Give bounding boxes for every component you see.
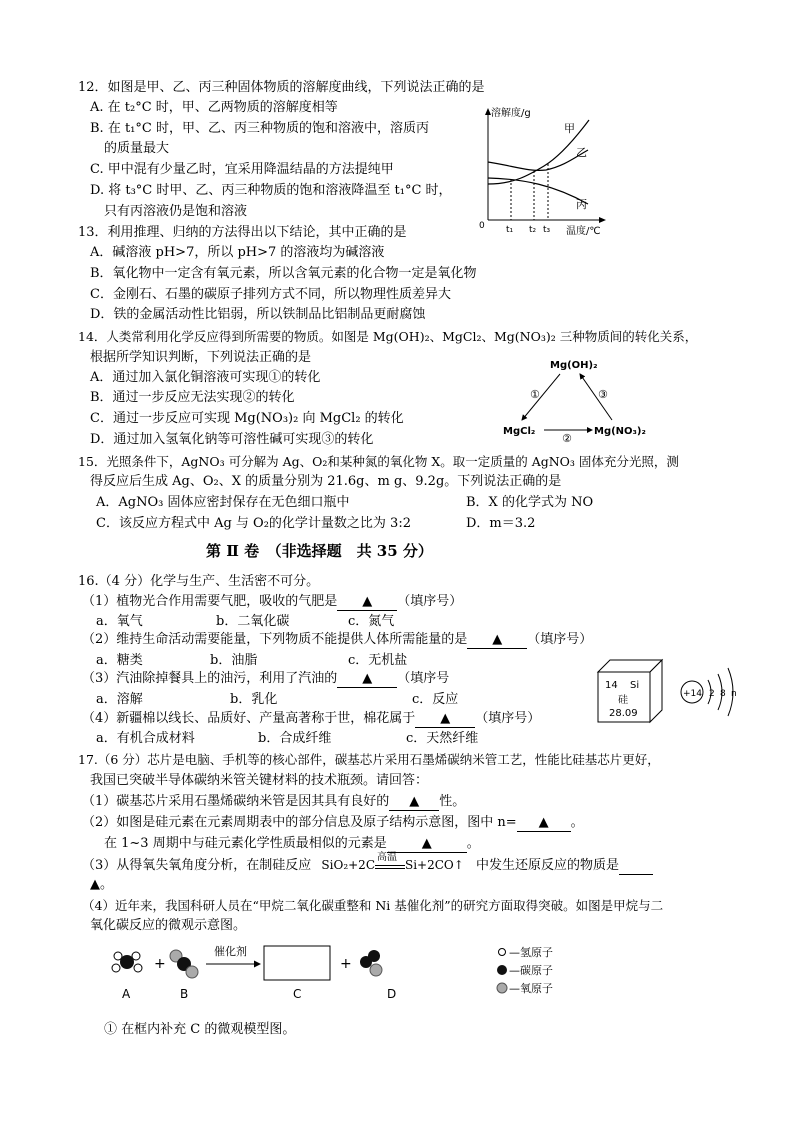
q17-part2b: [104, 836, 480, 853]
series-yi-curve: [488, 150, 588, 170]
q17-part3-tail: 中发生还原反应的物质是: [475, 858, 619, 873]
q13-option-d: D．铁的金属活动性比铝弱，所以铁制品比铝制品更耐腐蚀: [90, 307, 426, 322]
q15-option-c: C．该反应方程式中 Ag 与 O₂的化学计量数之比为 3:2: [96, 516, 411, 531]
molecule-d-hydrogen: [360, 950, 382, 976]
equation-condition: [375, 852, 405, 869]
q16-part2-opt-a: a．糖类: [96, 653, 143, 668]
series-bing-label: 丙: [576, 198, 587, 211]
q12-option-d: D. 将 t₃°C 时甲、乙、丙三种物质的饱和溶液降温至 t₁°C 时，: [90, 183, 452, 198]
q17-part3-blank[interactable]: ▲: [90, 877, 100, 892]
si-symbol: Si: [630, 680, 640, 691]
q17-part3-text: （3）从得氧失氧角度分析，在制硅反应: [82, 858, 312, 873]
q17-part2b-text: 在 1~3 周期中与硅元素化学性质最相似的元素是: [104, 836, 387, 851]
tick-t3: t₃: [543, 225, 551, 235]
legend-hydrogen: —氢原子: [509, 946, 553, 959]
silicon-equation: [321, 852, 464, 873]
q16-part3-tail: （填序号: [397, 671, 450, 686]
q17-part1-text: （1）碳基芯片采用石墨烯碳纳米管是因其具有良好的: [82, 794, 390, 809]
q16-part1-tail: （填序号）: [397, 594, 463, 609]
label-a: A: [122, 987, 131, 1001]
q17-part3-end: 。: [100, 877, 114, 892]
q17-part4: （4）近年来，我国科研人员在“甲烷二氧化碳重整和 Ni 基催化剂”的研究方面取得突破。如图是甲烷与二: [82, 898, 664, 913]
q16-part3-opt-b: b．乳化: [230, 692, 278, 707]
q16-part4-tail: （填序号）: [475, 711, 541, 726]
q17-part3: [82, 852, 653, 875]
q16-part1-blank[interactable]: ▲: [337, 594, 397, 611]
q17-part2-text: （2）如图是硅元素在元素周期表中的部分信息及原子结构示意图，图中 n=: [82, 815, 517, 830]
molecule-a-methane: [112, 952, 142, 972]
q17-part3-blank-line[interactable]: [619, 858, 653, 875]
tick-t2: t₂: [529, 225, 537, 235]
q16-stem: 16.（4 分）化学与生产、生活密不可分。: [78, 574, 320, 589]
label-b: B: [180, 987, 189, 1001]
q16-part4-opt-c: c．天然纤维: [406, 731, 479, 746]
solubility-chart: [474, 100, 614, 238]
node-mgcl2: MgCl₂: [503, 426, 536, 437]
q12-option-b: B. 在 t₁°C 时，甲、乙、丙三种物质的饱和溶液中，溶质丙: [90, 121, 429, 136]
q12-option-b-cont: 的质量最大: [104, 141, 170, 156]
q13-option-b: B．氧化物中一定含有氧元素，所以含氧元素的化合物一定是氧化物: [90, 266, 477, 281]
q16-part2-text: （2）维持生命活动需要能量，下列物质不能提供人体所需能量的是: [82, 632, 468, 647]
silicon-element-card: [596, 658, 666, 724]
catalyst-label: 催化剂: [214, 945, 247, 958]
arrow-3-label: ③: [598, 388, 608, 401]
q17-part2b-blank[interactable]: ▲: [387, 836, 467, 853]
series-jia-label: 甲: [564, 122, 575, 135]
label-d: D: [387, 987, 397, 1001]
equation-right: Si+2CO↑: [405, 858, 464, 872]
q17-part2-blank[interactable]: ▲: [517, 815, 571, 832]
q14-option-c: C．通过一步反应可实现 Mg(NO₃)₂ 向 MgCl₂ 的转化: [90, 411, 404, 426]
q16-part4-opt-b: b．合成纤维: [258, 731, 332, 746]
q12-option-a: A. 在 t₂°C 时，甲、乙两物质的溶解度相等: [90, 100, 338, 115]
legend-oxygen: —氧原子: [509, 982, 553, 995]
si-atomic-number: 14: [605, 680, 618, 691]
q14-stem: 14．人类常利用化学反应得到所需要的物质。如图是 Mg(OH)₂、MgCl₂、Mg(NO₃)₂ 三种物质间的转化关系，: [78, 329, 698, 344]
q16-part3-opt-c: c．反应: [412, 692, 459, 707]
arrow-2-label: ②: [562, 432, 572, 444]
shell-3-count: n: [731, 689, 737, 699]
q17-part1-blank[interactable]: ▲: [389, 794, 439, 811]
q15-option-a: A．AgNO₃ 固体应密封保存在无色细口瓶中: [96, 495, 350, 510]
equation-left: SiO₂+2C: [321, 858, 375, 872]
q16-part4-blank[interactable]: ▲: [415, 711, 475, 728]
q16-part1-text: （1）植物光合作用需要气肥，吸收的气肥是: [82, 594, 338, 609]
q17-part4-cont: 氧化碳反应的微观示意图。: [90, 918, 247, 933]
q13-stem: 13．利用推理、归纳的方法得出以下结论，其中正确的是: [78, 225, 407, 240]
q12-option-c: C. 甲中混有少量乙时，宜采用降温结晶的方法提纯甲: [90, 162, 394, 177]
q16-part2: [82, 632, 592, 649]
q16-part1-opt-b: b．二氧化碳: [216, 614, 290, 629]
node-mgoh2: Mg(OH)₂: [550, 360, 598, 371]
product-c-box: [264, 946, 330, 980]
q17-part1: [82, 794, 465, 811]
q17-part1-tail: 性。: [439, 794, 466, 809]
shell-2-count: 8: [720, 689, 726, 699]
q16-part4-opt-a: a．有机合成材料: [96, 731, 195, 746]
mg-conversion-diagram: [500, 356, 650, 444]
shell-1-count: 2: [709, 689, 715, 699]
q17-part2b-tail: 。: [466, 836, 480, 851]
q14-option-a: A．通过加入氯化铜溶液可实现①的转化: [90, 370, 321, 385]
origin-label: 0: [479, 221, 485, 231]
label-c: C: [293, 987, 302, 1001]
equation-condition-text: 高温: [377, 852, 397, 863]
series-yi-label: 乙: [576, 146, 587, 159]
q16-part3-blank[interactable]: ▲: [337, 671, 397, 688]
q17-stem-cont: 我国已突破半导体碳纳米管关键材料的技术瓶颈。请回答：: [90, 773, 429, 788]
silicon-atom-structure: [678, 662, 758, 722]
q14-option-b: B．通过一步反应无法实现②的转化: [90, 390, 295, 405]
q16-part1-opt-c: c．氮气: [348, 614, 395, 629]
node-mgno32: Mg(NO₃)₂: [594, 426, 646, 437]
si-mass: 28.09: [609, 708, 638, 719]
q13-option-a: A．碱溶液 pH>7，所以 pH>7 的溶液均为碱溶液: [90, 245, 385, 260]
plus-2: +: [340, 956, 352, 972]
tick-t1: t₁: [506, 225, 514, 235]
q14-stem-cont: 根据所学知识判断，下列说法正确的是: [90, 350, 312, 365]
q17-part3-cont: [90, 877, 113, 893]
q16-part2-blank[interactable]: ▲: [467, 632, 527, 649]
q17-sub1: ① 在框内补充 C 的微观模型图。: [104, 1022, 296, 1037]
y-axis-label: 溶解度/g: [491, 108, 531, 119]
q16-part4-text: （4）新疆棉以线长、品质好、产量高著称于世，棉花属于: [82, 711, 416, 726]
part2-title: 第 Ⅱ 卷 （非选择题 共 35 分）: [206, 542, 433, 560]
si-name: 硅: [618, 695, 628, 706]
q17-part2: [82, 815, 584, 832]
q16-part2-tail: （填序号）: [527, 632, 593, 647]
q16-part2-opt-b: b．油脂: [210, 653, 258, 668]
q16-part3-text: （3）汽油除掉餐具上的油污，利用了汽油的: [82, 671, 338, 686]
legend-carbon: —碳原子: [509, 964, 553, 977]
q12-option-d-cont: 只有丙溶液仍是饱和溶液: [104, 204, 248, 219]
q12-stem: 12．如图是甲、乙、丙三种固体物质的溶解度曲线，下列说法正确的是: [78, 80, 485, 95]
q15-stem: 15．光照条件下，AgNO₃ 可分解为 Ag、O₂和某种氮的氧化物 X。取一定质量的 AgNO₃ 固体充分光照，测: [78, 454, 679, 469]
q13-option-c: C．金刚石、石墨的碳原子排列方式不同，所以物理性质差异大: [90, 287, 451, 302]
q16-part3: [82, 671, 449, 688]
q17-stem: 17.（6 分）芯片是电脑、手机等的核心部件，碳基芯片采用石墨烯碳纳米管工艺，性能比硅基芯片更好，: [78, 752, 660, 767]
q15-option-b: B．X 的化学式为 NO: [466, 495, 594, 510]
q16-part1-opt-a: a．氧气: [96, 614, 143, 629]
x-axis-label: 温度/℃: [566, 226, 601, 237]
plus-1: +: [154, 956, 166, 972]
q17-part2-tail: 。: [570, 815, 584, 830]
molecule-b-co2: [170, 950, 198, 978]
q16-part4: [82, 711, 540, 728]
nucleus-charge: +14: [683, 689, 702, 699]
arrow-1-label: ①: [530, 388, 540, 401]
q16-part1: [82, 594, 462, 611]
q16-part3-opt-a: a．溶解: [96, 692, 143, 707]
series-bing-curve: [488, 178, 588, 204]
q15-stem-cont: 得反应后生成 Ag、O₂、X 的质量分别为 21.6g、m g、9.2g。下列说法正确的是: [90, 474, 562, 489]
reaction-micro-diagram: [108, 940, 608, 1004]
q16-part2-opt-c: c．无机盐: [348, 653, 408, 668]
q15-option-d: D．m＝3.2: [466, 516, 536, 531]
q14-option-d: D．通过加入氢氧化钠等可溶性碱可实现③的转化: [90, 432, 374, 447]
